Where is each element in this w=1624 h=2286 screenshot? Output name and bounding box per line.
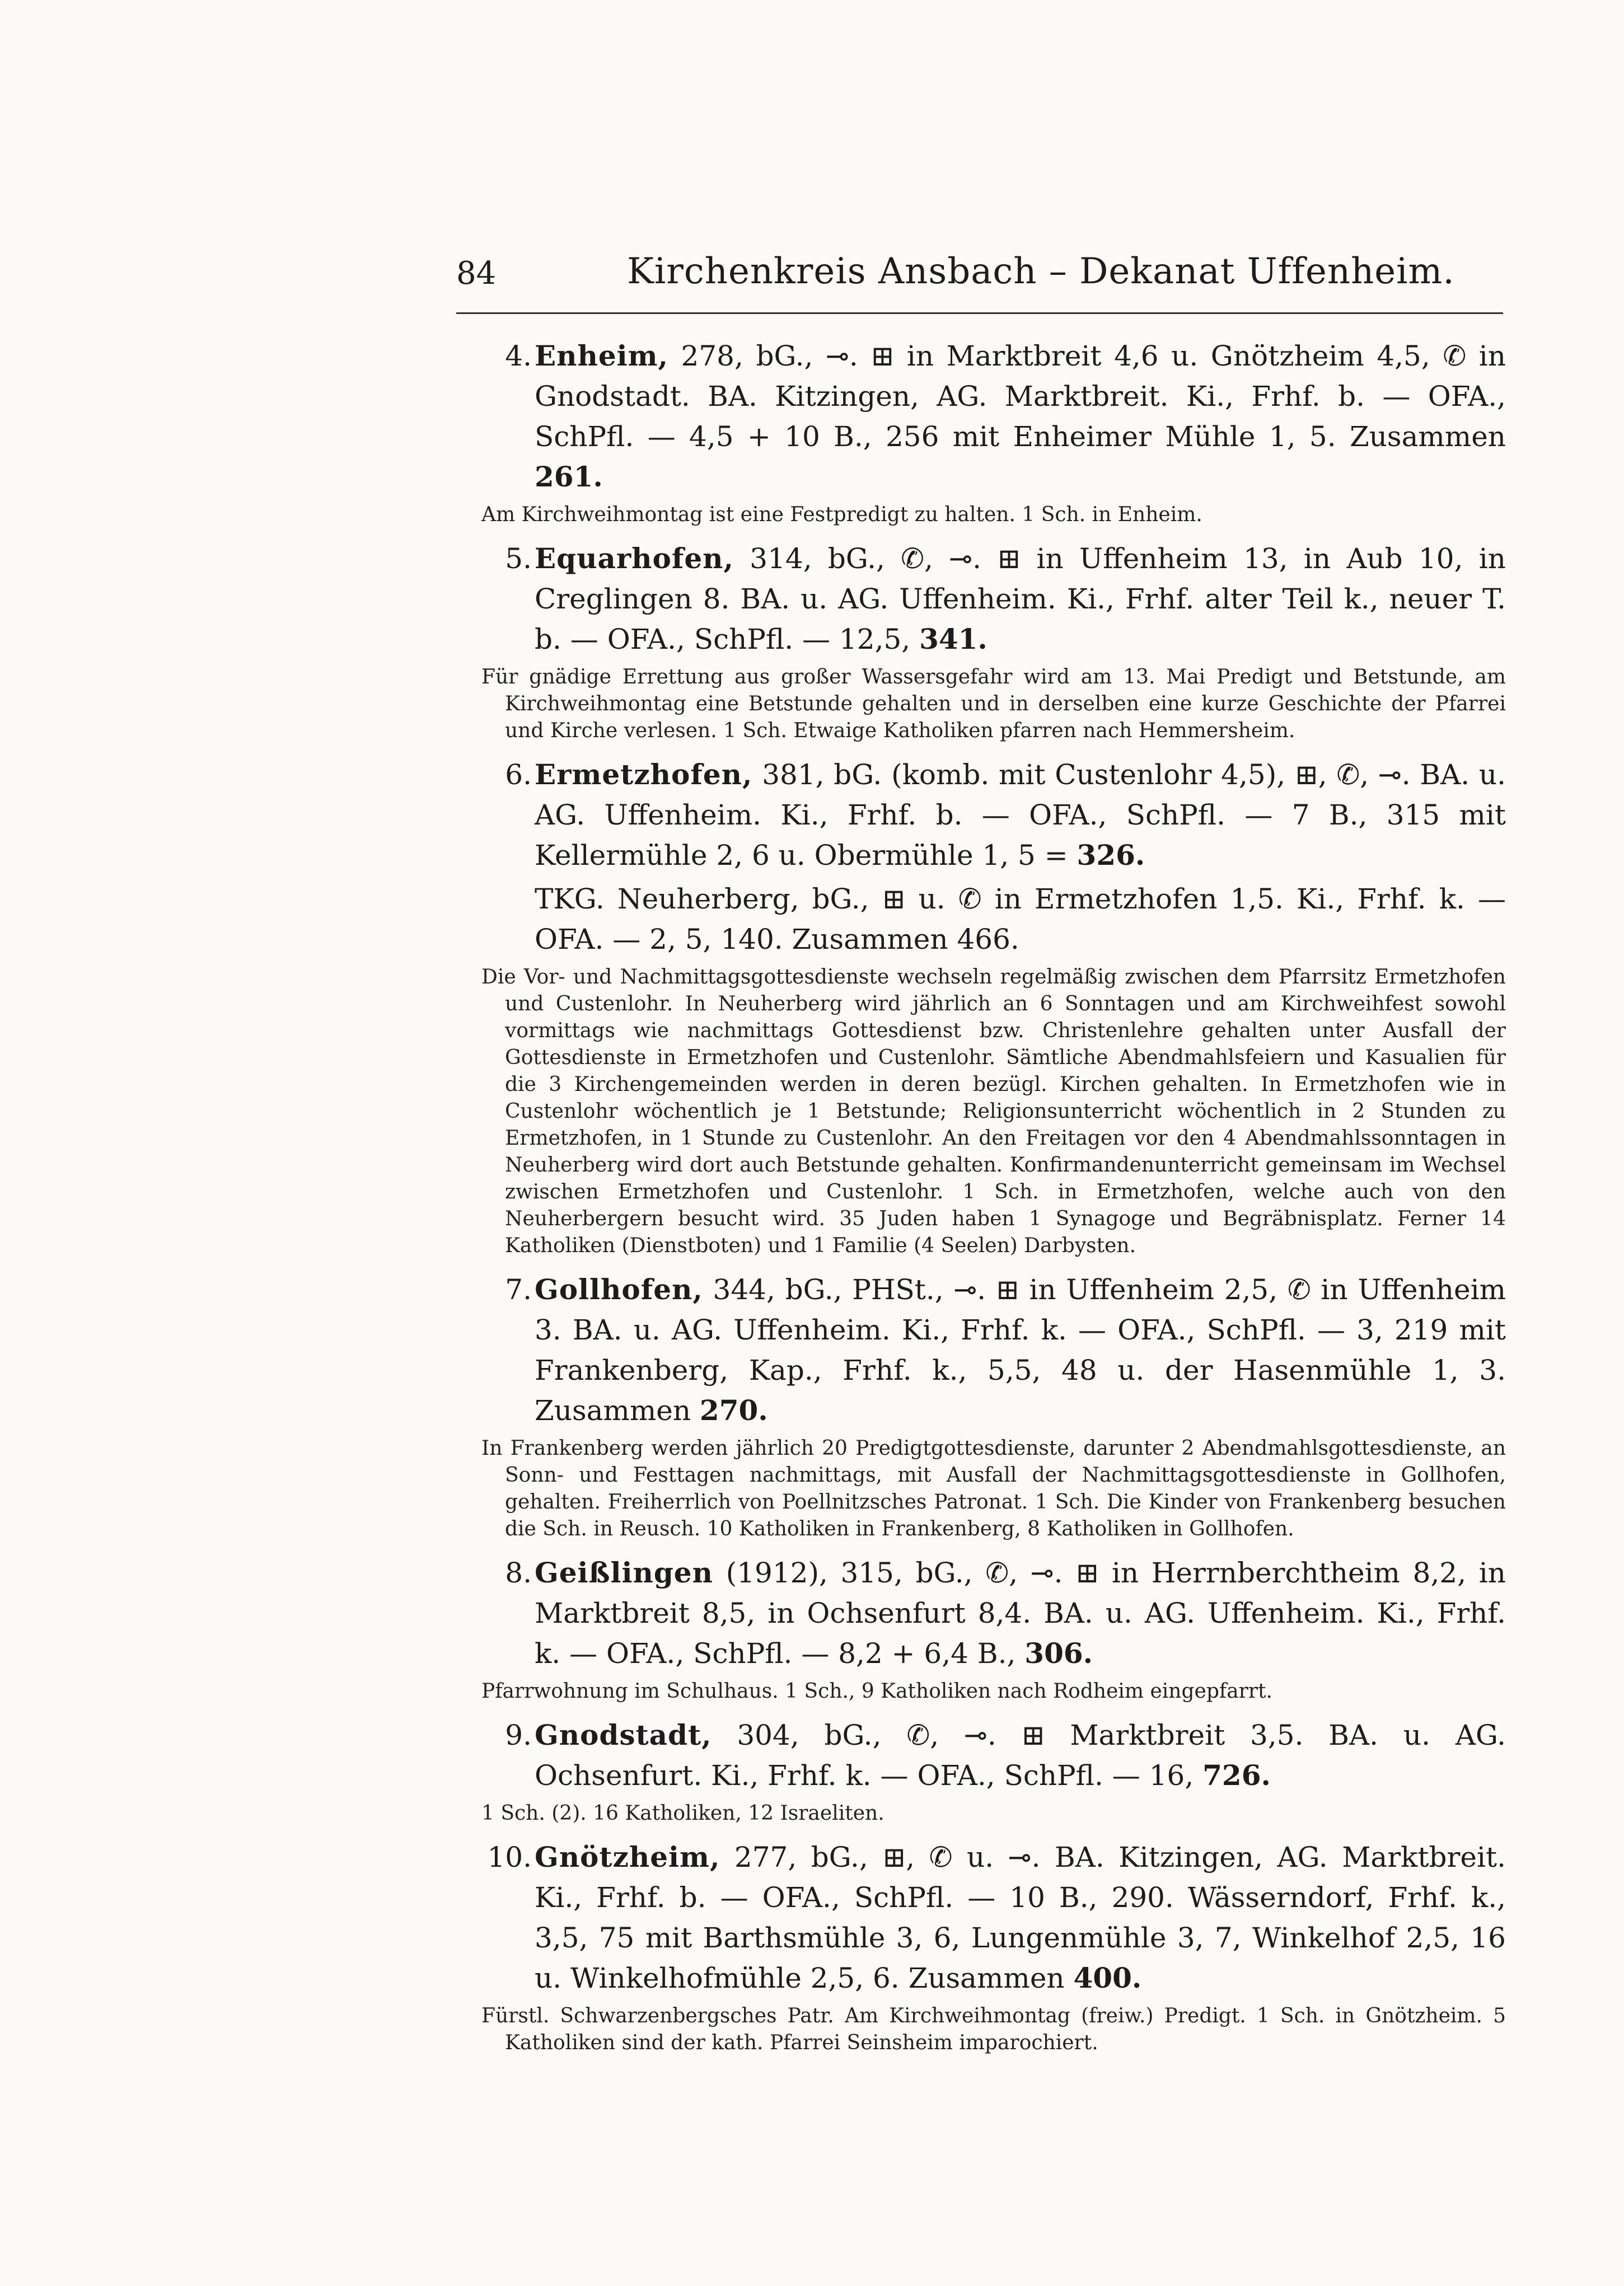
entry-number: 4. [505,340,532,372]
entry-main [481,1715,1506,1796]
entry-main [481,538,1506,659]
entry-number: 6. [505,758,532,791]
entry-total: 400. [1073,1961,1142,1994]
entry-main [481,1553,1506,1674]
entry-text: 381, bG. (komb. mit Custenlohr 4,5), ⊞, ✆, ⊸. BA. u. AG. Uffenheim. Ki., Frhf. b. — OFA., SchPfl. — 7 B., 315 mit Kellermühle 2, 6 u. Obermühle 1, 5 = [535,758,1506,872]
entry-main [481,755,1506,875]
entry-note: Die Vor- und Nachmittagsgottesdienste wechseln regelmäßig zwischen dem Pfarrsitz Ermetzhofen und Custenlohr. In Neuherberg wird jährlich an 6 Sonntagen und am Kirchweihfest sowohl vormittags wie nachmittags Gottesdienst bzw. Christenlehre gehalten unter Ausfall der Gottesdienste in Ermetzhofen und Custenlohr. Sämtliche Abendmahlsfeiern und Kasualien für die 3 Kirchengemeinden werden in deren bezügl. Kirchen gehalten. In Ermetzhofen wie in Custenlohr wöchentlich je 1 Betstunde; Religionsunterricht wöchentlich in 2 Stunden zu Ermetzhofen, in 1 Stunde zu Custenlohr. An den Freitagen vor den 4 Abendmahlssonntagen in Neuherberg wird dort auch Betstunde gehalten. Konfirmandenunterricht gemeinsam im Wechsel zwischen Ermetzhofen und Custenlohr. 1 Sch. in Ermetzhofen, welche auch von den Neuherbergern besucht wird. 35 Juden haben 1 Synagoge und Begräbnisplatz. Ferner 14 Katholiken (Dienstboten) und 1 Familie (4 Seelen) Darbysten. [481,966,1506,1257]
entry-text: 344, bG., PHSt., ⊸. ⊞ in Uffenheim 2,5, ✆ in Uffenheim 3. BA. u. AG. Uffenheim. Ki., Frhf. k. — OFA., SchPfl. — 3, 219 mit Frankenberg, Kap., Frhf. k., 5,5, 48 u. der Hasenmühle 1, 3. Zusammen [535,1273,1506,1427]
entry-8 [481,1553,1506,1705]
page-content [481,336,1506,2067]
entry-total: 341. [919,622,987,655]
subparish-line: TKG. Neuherberg, bG., ⊞ u. ✆ in Ermetzhofen 1,5. Ki., Frhf. k. — OFA. — 2, 5, 140. Zusammen 466. [535,883,1506,955]
entry-main [481,1270,1506,1431]
parish-name: Enheim, [535,339,668,372]
entry-number: 8. [505,1557,532,1589]
entry-text: 277, bG., ⊞, ✆ u. ⊸. BA. Kitzingen, AG. Marktbreit. Ki., Frhf. b. — OFA., SchPfl. — 10 B., 290. Wässerndorf, Frhf. k., 3,5, 75 mit Barthsmühle 3, 6, Lungenmühle 3, 7, Winkelhof 2,5, 16 u. Winkelhofmühle 2,5, 6. Zusammen [535,1841,1506,1994]
entry-note: Am Kirchweihmontag ist eine Festpredigt zu halten. 1 Sch. in Enheim. [481,503,1202,526]
entry-note: 1 Sch. (2). 16 Katholiken, 12 Israeliten. [481,1802,884,1825]
entry-number: 7. [505,1273,532,1306]
entry-total: 270. [699,1394,768,1427]
entry-total: 326. [1077,838,1145,872]
entry-note: Pfarrwohnung im Schulhaus. 1 Sch., 9 Katholiken nach Rodheim eingepfarrt. [481,1680,1272,1703]
parish-name: Gnodstadt, [535,1718,712,1751]
entry-text: 314, bG., ✆, ⊸. ⊞ in Uffenheim 13, in Aub 10, in Creglingen 8. BA. u. AG. Uffenheim. Ki., Frhf. alter Teil k., neuer T. b. — OFA., SchPfl. — 12,5, [535,542,1506,655]
entry-number: 9. [505,1719,532,1751]
page-header [456,251,1503,314]
entry-note: Für gnädige Errettung aus großer Wassersgefahr wird am 13. Mai Predigt und Betstunde, am Kirchweihmontag eine Betstunde gehalten und in derselben eine kurze Geschichte der Pfarrei und Kirche verlesen. 1 Sch. Etwaige Katholiken pfarren nach Hemmersheim. [481,666,1506,742]
entry-text: 304, bG., ✆, ⊸. ⊞ Marktbreit 3,5. BA. u. AG. Ochsenfurt. Ki., Frhf. k. — OFA., SchPfl. — 16, [535,1719,1506,1792]
page-number: 84 [456,255,497,292]
entry-text: 278, bG., ⊸. ⊞ in Marktbreit 4,6 u. Gnötzheim 4,5, ✆ in Gnodstadt. BA. Kitzingen, AG. Marktbreit. Ki., Frhf. b. — OFA., SchPfl. — 4,5 + 10 B., 256 mit Enheimer Mühle 1, 5. Zusammen [535,340,1506,453]
parish-name: Gnötzheim, [535,1840,720,1873]
entry-total: 261. [535,460,603,493]
parish-name: Ermetzhofen, [535,758,753,791]
entry-7 [481,1270,1506,1543]
running-title: Kirchenkreis Ansbach – Dekanat Uffenheim. [627,251,1455,292]
entry-5 [481,538,1506,744]
entry-total: 306. [1024,1637,1093,1670]
parish-name: Equarhofen, [535,542,734,575]
parish-name: Geißlingen [535,1556,713,1589]
entry-note: In Frankenberg werden jährlich 20 Predigtgottesdienste, darunter 2 Abendmahlsgottesdienste, an Sonn- und Festtagen nachmittags, mit Ausfall der Nachmittagsgottesdienste in Gollhofen, gehalten. Freiherrlich von Poellnitzsches Patronat. 1 Sch. Die Kinder von Frankenberg besuchen die Sch. in Reusch. 10 Katholiken in Frankenberg, 8 Katholiken in Gollhofen. [481,1437,1506,1540]
entry-10 [481,1837,1506,2057]
entry-text: (1912), 315, bG., ✆, ⊸. ⊞ in Herrnberchtheim 8,2, in Marktbreit 8,5, in Ochsenfurt 8,4. BA. u. AG. Uffenheim. Ki., Frhf. k. — OFA., SchPfl. — 8,2 + 6,4 B., [535,1557,1506,1670]
entry-6 [481,755,1506,1259]
entry-total: 726. [1202,1759,1271,1792]
entry-number: 10. [487,1841,532,1873]
entry-4 [481,336,1506,528]
entry-number: 5. [505,542,532,575]
entry-9 [481,1715,1506,1827]
entry-main [481,336,1506,497]
parish-name: Gollhofen, [535,1273,703,1306]
entry-note: Fürstl. Schwarzenbergsches Patr. Am Kirchweihmontag (freiw.) Predigt. 1 Sch. in Gnötzheim. 5 Katholiken sind der kath. Pfarrei Seinsheim imparochiert. [481,2004,1506,2054]
entry-main [481,1837,1506,1998]
